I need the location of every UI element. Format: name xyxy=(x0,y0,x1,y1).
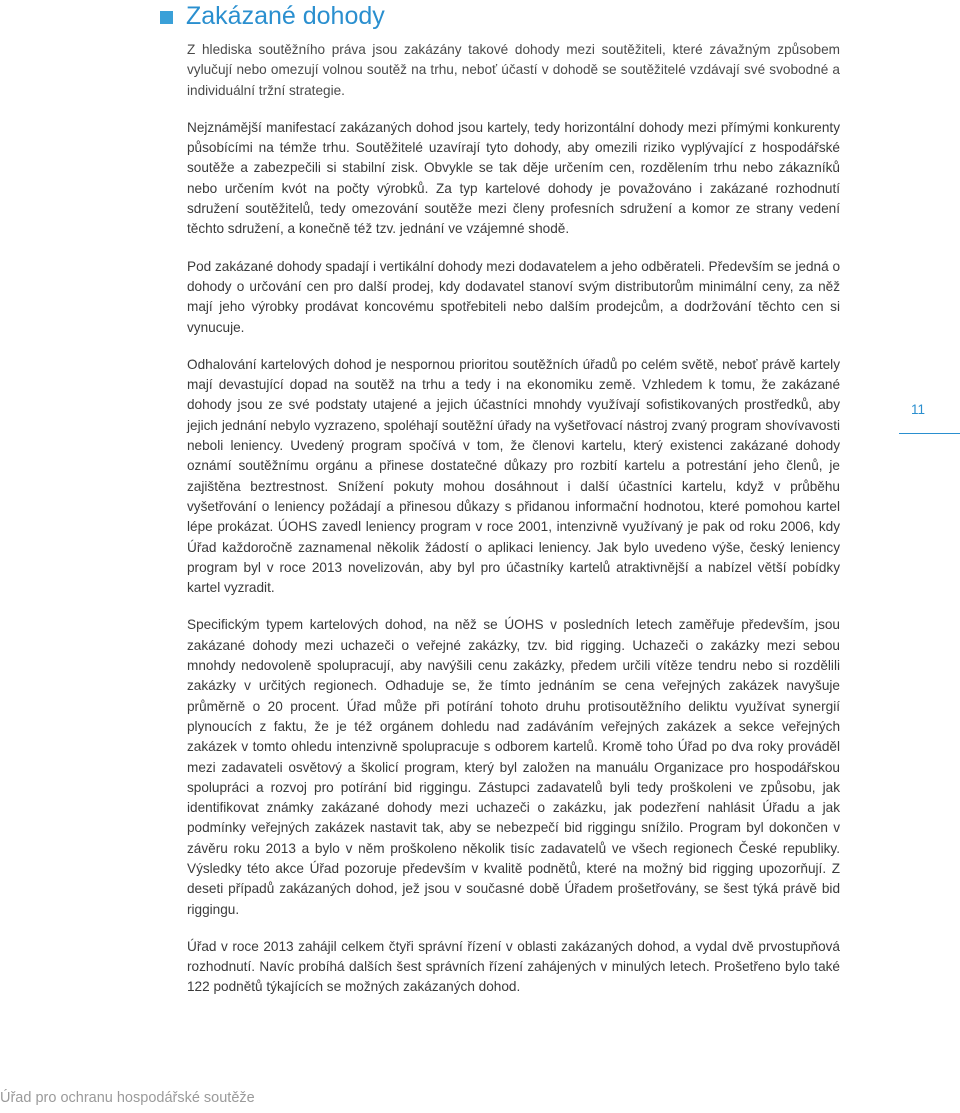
page-number: 11 xyxy=(910,402,925,417)
section-heading xyxy=(160,0,385,32)
page-title: Zakázané dohody xyxy=(186,2,385,30)
body-text xyxy=(187,40,840,998)
paragraph: Odhalování kartelových dohod je nespornou prioritou soutěžních úřadů po celém světě, neboť právě kartely mají devastující dopad na soutěž na trhu a tedy i na ekonomiku země. Vzhledem k tomu, že zakázané dohody jsou ze své podstaty utajené a jejich účastníci mnohdy využívají sofistikovaných prostředků, aby jejich jednání nebylo vyzrazeno, spoléhají soutěžní úřady na vyšetřovací nástroj zvaný program shovívavosti neboli leniency. Uvedený program spočívá v tom, že členovi kartelu, který existenci zakázané dohody oznámí soutěžnímu orgánu a přinese dostatečné důkazy pro rozbití kartelu a potrestání jeho členů, je zajištěna beztrestnost. Snížení pokuty mohou dosáhnout i další účastníci kartelu, když v průběhu vyšetřování o leniency požádají a přinesou důkazy s přidanou informační hodnotou, které pomohou kartel lépe prokázat. ÚOHS zavedl leniency program v roce 2001, intenzivně využívaný je pak od roku 2006, kdy Úřad každoročně zaznamenal několik žádostí o aplikaci leniency. Jak bylo uvedeno výše, český leniency program byl v roce 2013 novelizován, aby byl pro účastníky kartelů atraktivnější a nabízel větší pobídky kartel vyzradit. xyxy=(187,356,840,596)
paragraph: Pod zakázané dohody spadají i vertikální dohody mezi dodavatelem a jeho odběrateli. Především se jedná o dohody o určování cen pro další prodej, kdy dodavatel stanoví svým distributorům minimální ceny, za něž mají jeho výrobky prodávat koncovému spotřebiteli nebo dalším prodejcům, a dodržování těchto cen si vynucuje. xyxy=(187,258,840,335)
paragraph: Úřad v roce 2013 zahájil celkem čtyři správní řízení v oblasti zakázaných dohod, a vydal dvě prvostupňová rozhodnutí. Navíc probíhá dalších šest správních řízení zahájených v minulých letech. Prošetřeno bylo také 122 podnětů týkajících se možných zakázaných dohod. xyxy=(187,938,840,995)
paragraph: Z hlediska soutěžního práva jsou zakázány takové dohody mezi soutěžiteli, které závažným způsobem vylučují nebo omezují volnou soutěž na trhu, neboť účastí v dohodě se soutěžitelé vzdávají své svobodné a individuální tržní strategie. xyxy=(187,42,840,98)
paragraph: Nejznámější manifestací zakázaných dohod jsou kartely, tedy horizontální dohody mezi přímými konkurenty působícími na témže trhu. Soutěžitelé uzavírají tyto dohody, aby omezili riziko vyplývající z hospodářské soutěže a zabezpečili si stabilní zisk. Obvykle se tak děje určením cen, rozdělením trhu nebo zákazníků nebo určením kvót na počty výrobků. Za typ kartelové dohody je považováno i zakázané rozhodnutí sdružení soutěžitelů, tedy omezování soutěže mezi členy profesních sdružení a komor ze strany vedení těchto sdružení, a konečně též tzv. jednání ve vzájemné shodě. xyxy=(187,119,840,237)
paragraph: Specifickým typem kartelových dohod, na něž se ÚOHS v posledních letech zaměřuje především, jsou zakázané dohody mezi uchazeči o veřejné zakázky, tzv. bid rigging. Uchazeči o zakázky mezi sebou mnohdy nedovoleně spolupracují, aby navýšili cenu zakázky, předem určili vítěze tendru nebo si rozdělili zakázky v určitých regionech. Odhaduje se, že tímto jednáním se cena veřejných zakázek navyšuje průměrně o 20 procent. Úřad může při potírání tohoto druhu protisoutěžního deliktu využívat synergií plynoucích z faktu, že je též orgánem dohledu nad zadáváním veřejných zakázek a sekce veřejných zakázek v tomto ohledu intenzivně spolupracuje s odborem kartelů. Kromě toho Úřad po dva roky prováděl mezi zadavateli osvětový a školicí program, který byl založen na manuálu Organizace pro hospodářskou spolupráci a rozvoj pro potírání bid riggingu. Zástupci zadavatelů byli tedy proškoleni ve způsobu, jak identifikovat známky zakázané dohody mezi uchazeči o zakázku, jak podezření nahlásit Úřadu a jak podmínky veřejných zakázek nastavit tak, aby se nebezpečí bid riggingu snížilo. Program byl dokončen v závěru roku 2013 a bylo v něm proškoleno několik tisíc zadavatelů ve všech regionech České republiky. Výsledky této akce Úřad pozoruje především v kvalitě podnětů, které na možný bid rigging upozorňují. Z deseti případů zakázaných dohod, jež jsou v současné době Úřadem prošetřovány, se šest týká právě bid riggingu. xyxy=(187,617,840,917)
footer-organization: Úřad pro ochranu hospodářské soutěže xyxy=(0,1090,255,1106)
page-number-rule xyxy=(899,433,960,434)
heading-bullet-square xyxy=(160,11,173,24)
